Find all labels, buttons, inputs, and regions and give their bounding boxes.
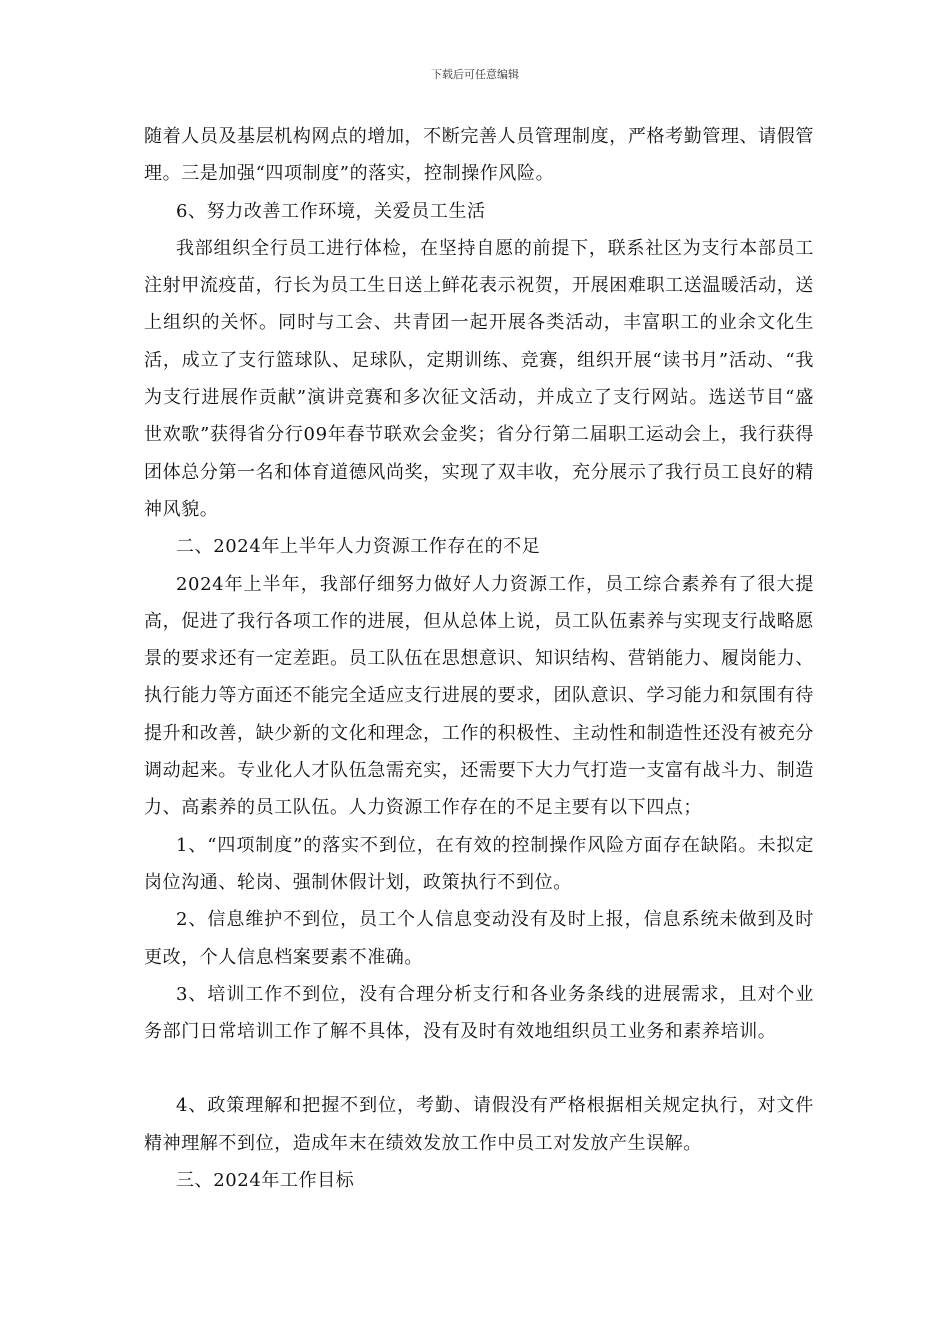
paragraph: 2024年上半年，我部仔细努力做好人力资源工作，员工综合素养有了很大提高，促进了我行各项工作的进展，但从总体上说，员工队伍素养与实现支行战略愿景的要求还有一定差距。员工队伍在思想意识、知识结构、营销能力、履岗能力、执行能力等方面还不能完全适应支行进展的要求，团队意识、学习能力和氛围有待提升和改善，缺少新的文化和理念，工作的积极性、主动性和制造性还没有被充分调动起来。专业化人才队伍急需充实，还需要下大力气打造一支富有战斗力、制造力、高素养的员工队伍。人力资源工作存在的不足主要有以下四点； bbox=[144, 573, 814, 819]
page-header: 下载后可任意编辑 bbox=[431, 68, 519, 81]
section-heading: 6、努力改善工作环境，关爱员工生活 bbox=[176, 200, 486, 222]
document-body bbox=[144, 118, 814, 1199]
paragraph: 随着人员及基层机构网点的增加，不断完善人员管理制度，严格考勤管理、请假管理。三是加强“四项制度”的落实，控制操作风险。 bbox=[144, 126, 814, 185]
section-heading: 三、2024年工作目标 bbox=[176, 1170, 355, 1192]
section-heading: 二、2024年上半年人力资源工作存在的不足 bbox=[176, 536, 541, 558]
list-item: 4、政策理解和把握不到位，考勤、请假没有严格根据相关规定执行，对文件精神理解不到位，造成年末在绩效发放工作中员工对发放产生误解。 bbox=[144, 1095, 814, 1154]
paragraph: 我部组织全行员工进行体检，在坚持自愿的前提下，联系社区为支行本部员工注射甲流疫苗，行长为员工生日送上鲜花表示祝贺，开展困难职工送温暖活动，送上组织的关怀。同时与工会、共青团一起开展各类活动，丰富职工的业余文化生活，成立了支行篮球队、足球队，定期训练、竞赛，组织开展“读书月”活动、“我为支行进展作贡献”演讲竞赛和多次征文活动，并成立了支行网站。选送节目“盛世欢歌”获得省分行09年春节联欢会金奖；省分行第二届职工运动会上，我行获得团体总分第一名和体育道德风尚奖，实现了双丰收，充分展示了我行员工良好的精神风貌。 bbox=[144, 237, 814, 520]
list-item: 2、信息维护不到位，员工个人信息变动没有及时上报，信息系统未做到及时更改，个人信息档案要素不准确。 bbox=[144, 909, 814, 968]
list-item: 3、培训工作不到位，没有合理分析支行和各业务条线的进展需求，且对个业务部门日常培训工作了解不具体，没有及时有效地组织员工业务和素养培训。 bbox=[144, 983, 814, 1043]
list-item: 1、“四项制度”的落实不到位，在有效的控制操作风险方面存在缺陷。未拟定岗位沟通、轮岗、强制休假计划，政策执行不到位。 bbox=[144, 834, 814, 893]
blank-line bbox=[144, 1050, 814, 1087]
